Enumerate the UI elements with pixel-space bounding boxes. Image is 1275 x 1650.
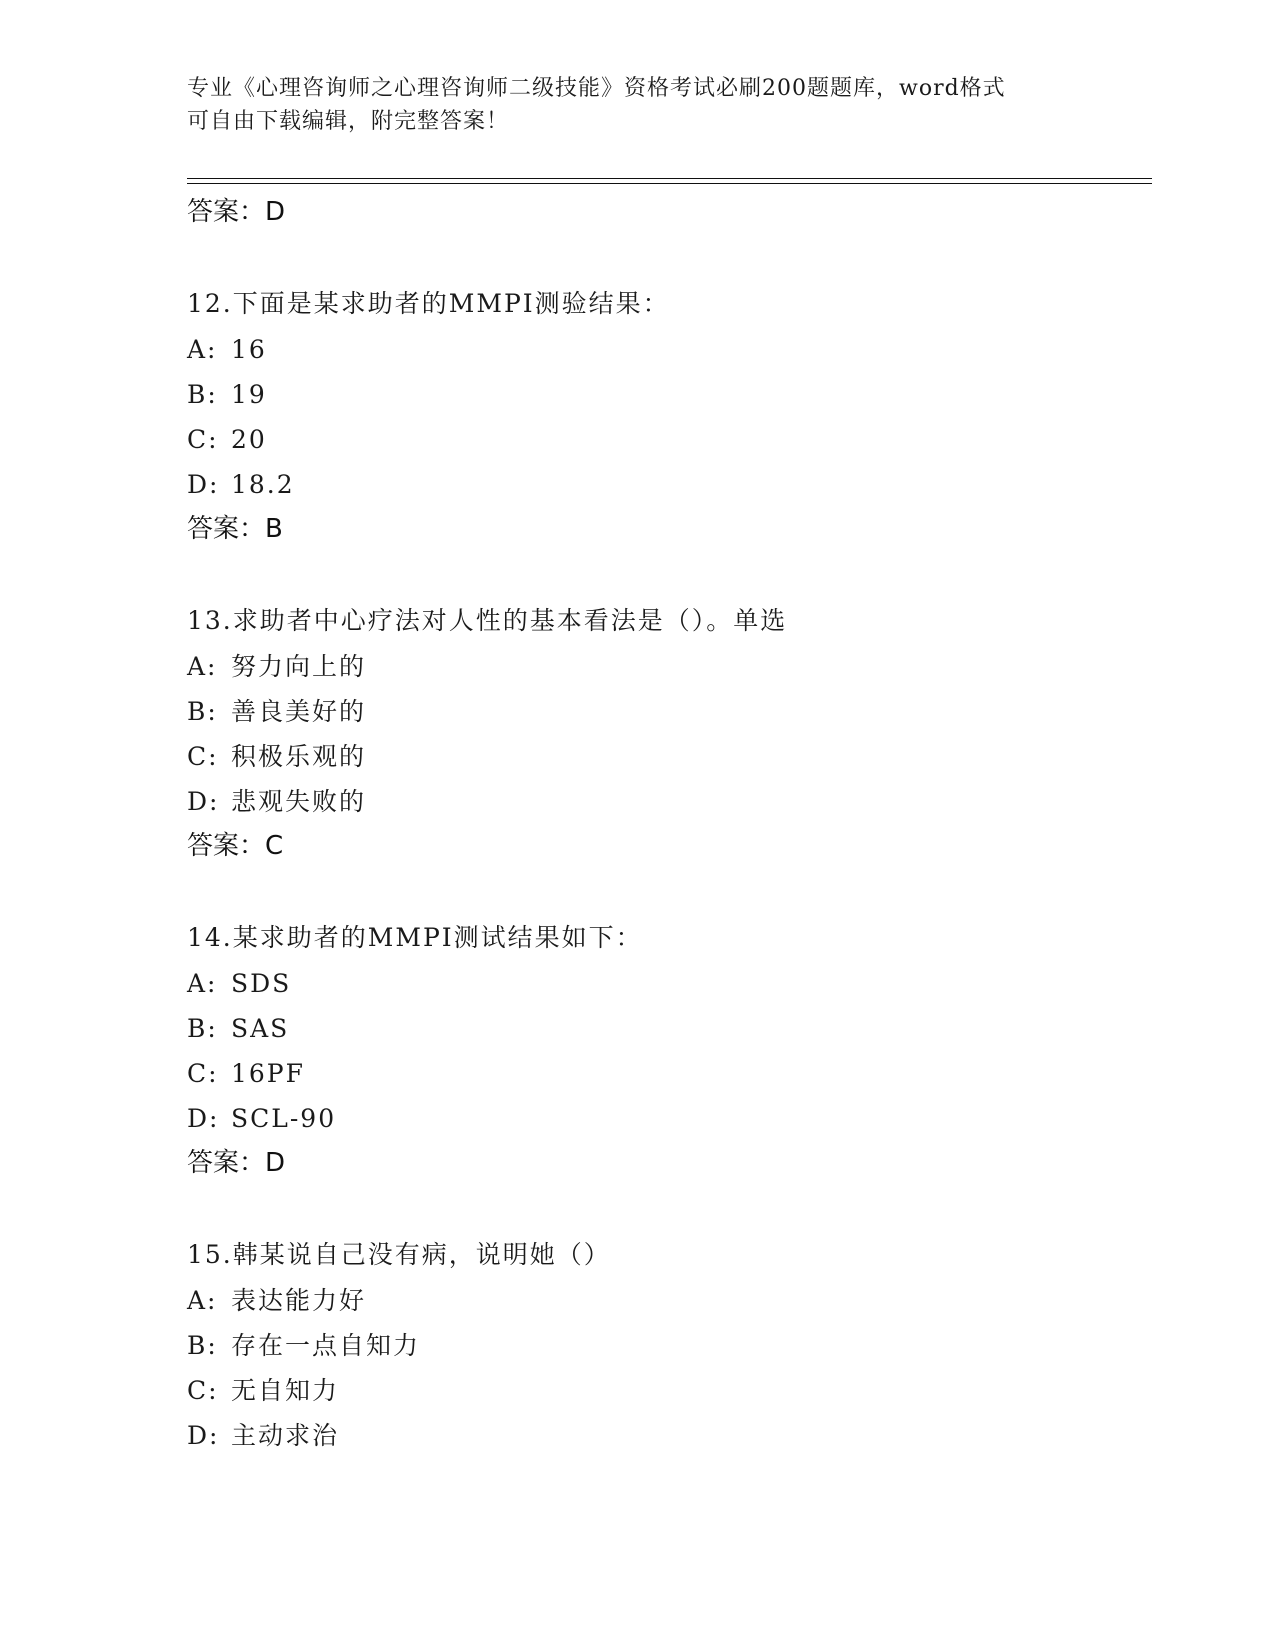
option-key: A: [187,652,218,681]
option-key: D: [187,1104,220,1133]
option-text: 19 [231,380,267,409]
spacer [187,552,1127,598]
option-text: SAS [231,1014,290,1043]
option-c [187,417,1127,462]
option-a [187,961,1127,1006]
option-key: B: [187,1331,218,1360]
option-text: 存在一点自知力 [231,1331,421,1360]
option-c [187,1051,1127,1096]
answer-line: 答案：D [187,1148,286,1178]
answer-line: 答案：B [187,514,283,544]
option-text: 16PF [231,1059,305,1088]
option-text: 主动求治 [231,1421,340,1450]
option-key: B: [187,1014,218,1043]
header-rule-top [187,178,1152,179]
spacer [187,235,1127,281]
option-text: 18.2 [231,470,295,499]
option-b [187,1006,1127,1051]
option-c [187,734,1127,779]
option-a [187,644,1127,689]
answer-line: 答案：D [187,197,286,227]
spacer [187,869,1127,915]
question-text: 13.求助者中心疗法对人性的基本看法是（）。单选 [187,606,788,635]
spacer [187,1186,1127,1232]
option-text: SCL-90 [231,1104,337,1133]
option-d [187,779,1127,824]
option-d [187,462,1127,507]
option-key: C: [187,425,219,454]
option-b [187,1323,1127,1368]
option-a [187,1278,1127,1323]
option-d [187,1413,1127,1458]
header-line-2: 可自由下载编辑，附完整答案！ [187,109,510,134]
option-key: A: [187,969,218,998]
option-key: C: [187,1376,219,1405]
question-text: 12.下面是某求助者的MMPI测验结果： [187,289,670,318]
option-key: D: [187,470,220,499]
option-b [187,372,1127,417]
option-d [187,1096,1127,1141]
option-key: B: [187,697,218,726]
option-text: 悲观失败的 [231,787,367,816]
option-text: 努力向上的 [231,652,367,681]
option-key: C: [187,1059,219,1088]
option-key: B: [187,380,218,409]
question-list [187,190,1127,1458]
question-text: 15.韩某说自己没有病，说明她（） [187,1240,611,1269]
option-text: 无自知力 [231,1376,340,1405]
option-text: 16 [231,335,267,364]
header-rule-bottom [187,183,1152,184]
option-key: A: [187,335,218,364]
option-key: D: [187,1421,220,1450]
option-text: SDS [231,969,292,998]
option-key: C: [187,742,219,771]
option-text: 20 [231,425,267,454]
option-c [187,1368,1127,1413]
option-key: D: [187,787,220,816]
option-text: 积极乐观的 [231,742,367,771]
option-key: A: [187,1286,218,1315]
option-text: 善良美好的 [231,697,367,726]
option-a [187,327,1127,372]
header-line-1: 专业《心理咨询师之心理咨询师二级技能》资格考试必刷200题题库，word格式 [187,76,1006,101]
question-text: 14.某求助者的MMPI测试结果如下： [187,923,643,952]
answer-line: 答案：C [187,831,284,861]
option-text: 表达能力好 [231,1286,367,1315]
option-b [187,689,1127,734]
page-header [187,72,1067,138]
